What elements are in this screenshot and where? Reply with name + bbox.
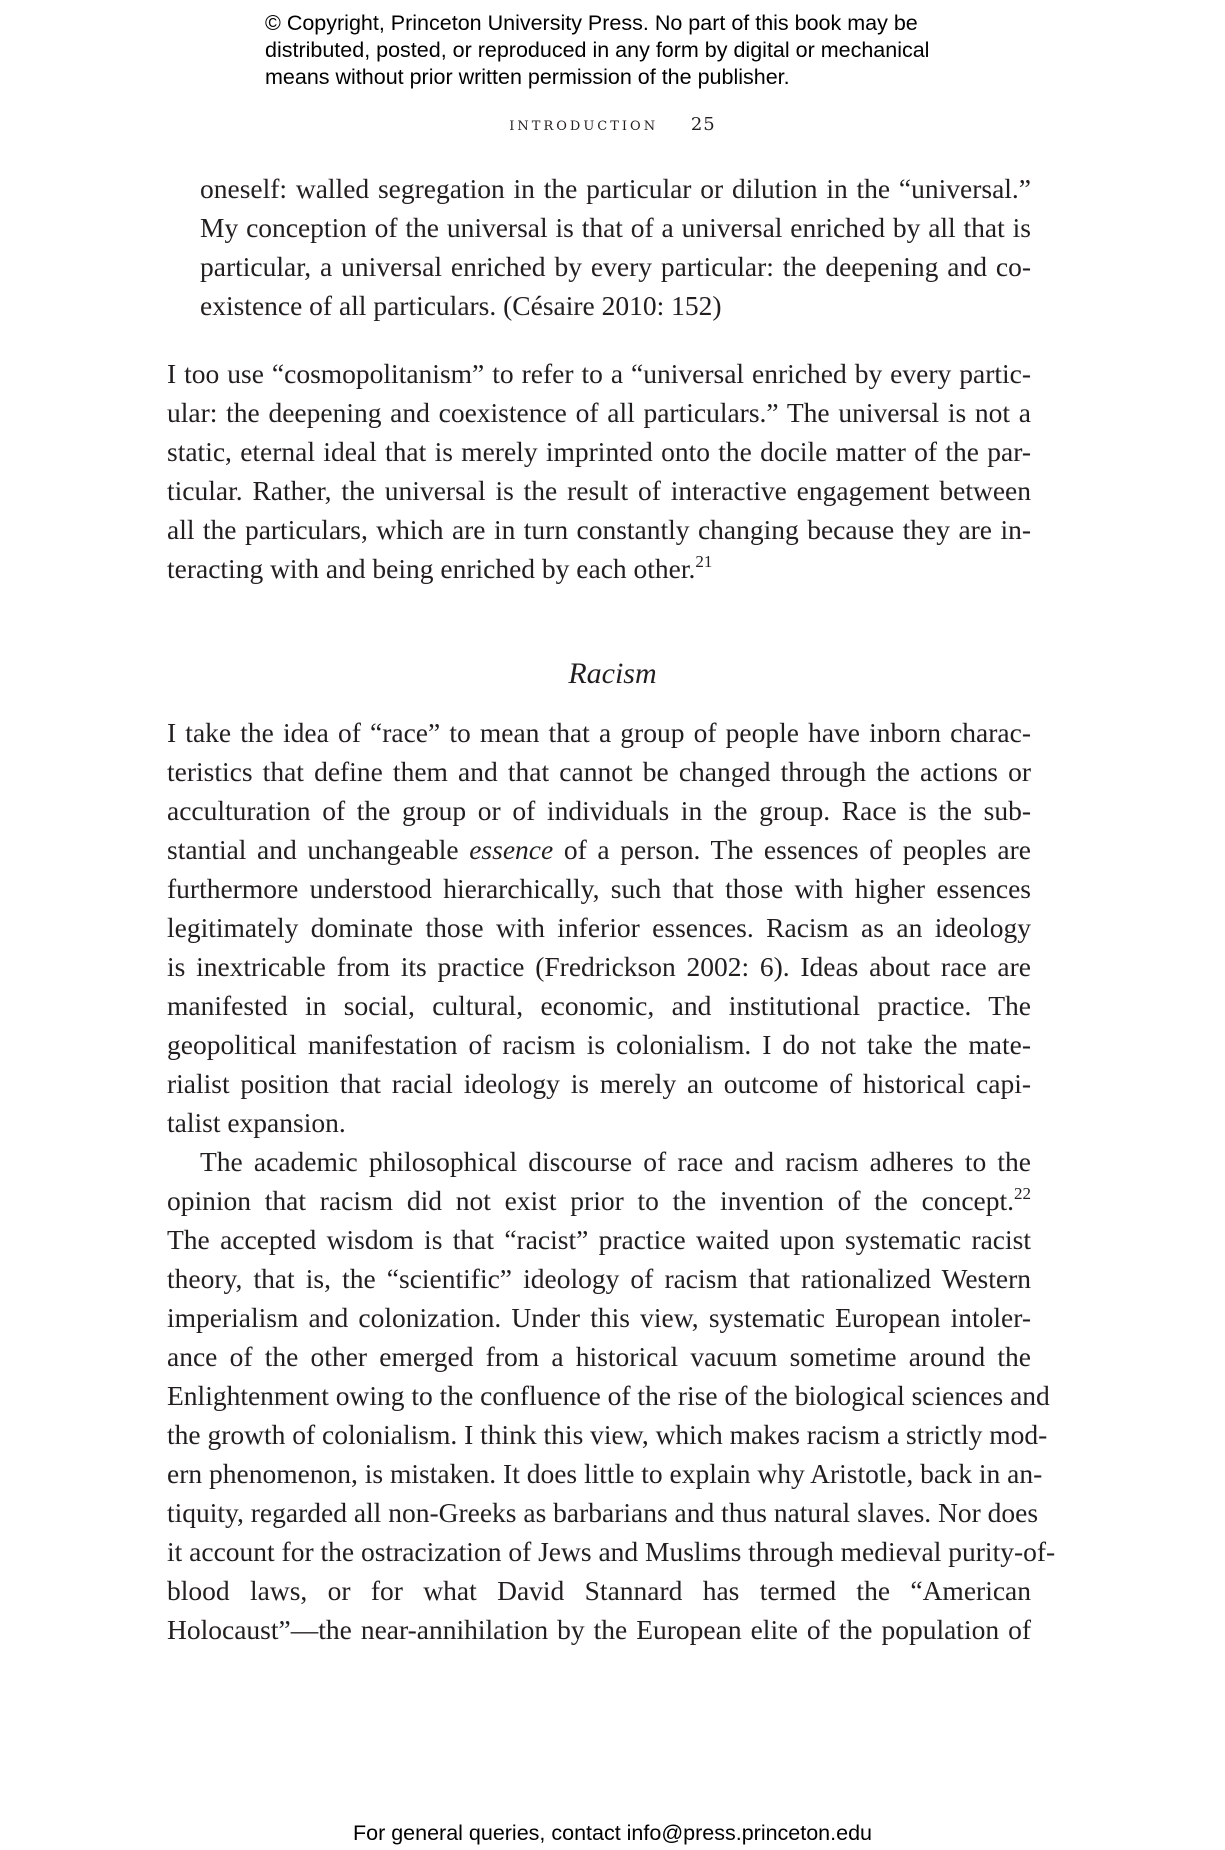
copyright-notice — [265, 10, 1025, 91]
paragraph-line: all the particulars, which are in turn constantly changing because they are in- — [167, 514, 1031, 545]
paragraph-line: furthermore understood hierarchically, such that those with higher essences — [167, 873, 1031, 904]
paragraph-line: manifested in social, cultural, economic, and institutional practice. The — [167, 990, 1031, 1021]
copyright-line: means without prior written permission of the publisher. — [265, 65, 790, 89]
paragraph-line: talist expansion. — [167, 1107, 346, 1138]
paragraph-line: Enlightenment owing to the confluence of the rise of the biological sciences and — [167, 1380, 1050, 1411]
copyright-line: distributed, posted, or reproduced in any form by digital or mechanical — [265, 38, 930, 62]
paragraph-line: theory, that is, the “scientific” ideology of racism that rationalized Western — [167, 1263, 1031, 1294]
block-quote-line: oneself: walled segregation in the particular or dilution in the “universal.” — [200, 173, 1031, 204]
paragraph-line — [167, 830, 1031, 869]
footer-contact: For general queries, contact info@press.princeton.edu — [352, 1821, 872, 1845]
copyright-line: © Copyright, Princeton University Press. No part of this book may be — [265, 11, 918, 35]
block-quote-line: particular, a universal enriched by every particular: the deepening and co- — [200, 251, 1031, 282]
paragraph-line — [167, 1181, 1031, 1220]
paragraph-line-text: opinion that racism did not exist prior to the invention of the concept. — [167, 1185, 1014, 1216]
page-number: 25 — [690, 114, 716, 135]
running-head — [0, 114, 1225, 135]
paragraph-race-definition — [167, 713, 1031, 1142]
paragraph-line: ticular. Rather, the universal is the result of interactive engagement between — [167, 475, 1031, 506]
footnote-ref-21[interactable]: 21 — [695, 552, 713, 571]
paragraph-line: legitimately dominate those with inferior essences. Racism as an ideology — [167, 912, 1031, 943]
paragraph-line-text: stantial and unchangeable — [167, 834, 470, 865]
running-head-title: introduction — [509, 114, 659, 135]
paragraph-line: geopolitical manifestation of racism is colonialism. I do not take the mate- — [167, 1029, 1031, 1060]
paragraph-line: it account for the ostracization of Jews and Muslims through medieval purity-of- — [167, 1536, 1056, 1567]
paragraph-line: I take the idea of “race” to mean that a group of people have inborn charac- — [167, 717, 1031, 748]
paragraph-line: ance of the other emerged from a historical vacuum sometime around the — [167, 1341, 1031, 1372]
block-quote-line: My conception of the universal is that of a universal enriched by all that is — [200, 212, 1031, 243]
paragraph-line — [167, 549, 1031, 588]
paragraph-line: ern phenomenon, is mistaken. It does little to explain why Aristotle, back in an- — [167, 1458, 1043, 1489]
paragraph-line: tiquity, regarded all non-Greeks as barbarians and thus natural slaves. Nor does — [167, 1497, 1039, 1528]
paragraph-line: The accepted wisdom is that “racist” practice waited upon systematic racist — [167, 1224, 1031, 1255]
paragraph-line: static, eternal ideal that is merely imprinted onto the docile matter of the par- — [167, 436, 1031, 467]
paragraph-line: Holocaust”—the near-annihilation by the European elite of the population of — [167, 1614, 1031, 1645]
paragraph-cosmopolitanism — [167, 354, 1031, 588]
paragraph-line: The academic philosophical discourse of race and racism adheres to the — [200, 1146, 1031, 1177]
paragraph-line: I too use “cosmopolitanism” to refer to a “universal enriched by every partic- — [167, 358, 1031, 389]
block-quote-line: existence of all particulars. (Césaire 2010: 152) — [200, 290, 722, 321]
paragraph-line: blood laws, or for what David Stannard has termed the “American — [167, 1575, 1031, 1606]
paragraph-line: is inextricable from its practice (Fredrickson 2002: 6). Ideas about race are — [167, 951, 1031, 982]
block-quote — [200, 169, 1031, 325]
emphasized-term: essence — [469, 834, 554, 865]
footnote-ref-22[interactable]: 22 — [1014, 1184, 1031, 1203]
paragraph-line-text: teracting with and being enriched by each other. — [167, 553, 696, 584]
paragraph-racism-discourse — [167, 1142, 1056, 1649]
section-heading: Racism — [568, 657, 657, 690]
paragraph-line: ular: the deepening and coexistence of all particulars.” The universal is not a — [167, 397, 1031, 428]
paragraph-line: acculturation of the group or of individuals in the group. Race is the sub- — [167, 795, 1031, 826]
paragraph-line: teristics that define them and that cannot be changed through the actions or — [167, 756, 1031, 787]
paragraph-line: imperialism and colonization. Under this view, systematic European intoler- — [167, 1302, 1031, 1333]
paragraph-line: the growth of colonialism. I think this view, which makes racism a strictly mod- — [167, 1419, 1048, 1450]
paragraph-line: rialist position that racial ideology is merely an outcome of historical capi- — [167, 1068, 1031, 1099]
paragraph-line-text: of a person. The essences of peoples are — [553, 834, 1031, 865]
